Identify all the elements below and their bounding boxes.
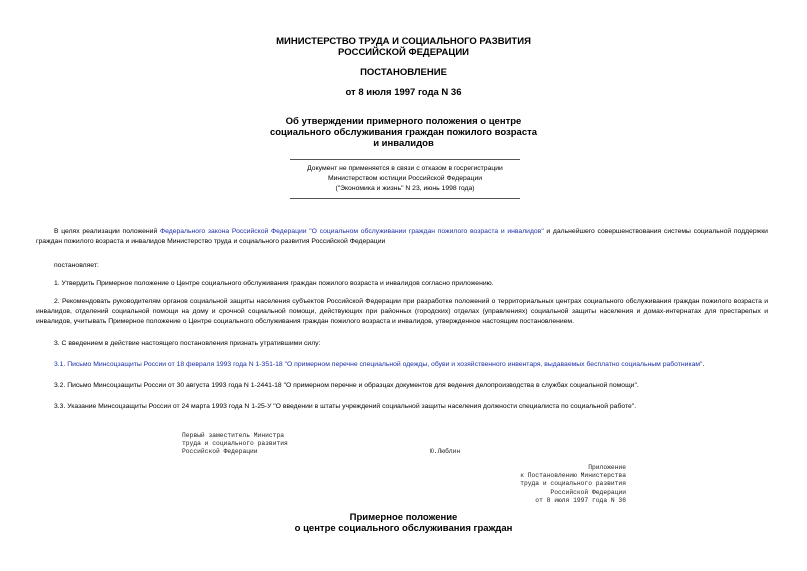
- document-title: [0, 116, 807, 149]
- doc-date: от 8 июля 1997 года N 36: [345, 87, 462, 98]
- ministry-line-2: РОССИЙСКОЙ ФЕДЕРАЦИИ: [337, 47, 469, 58]
- appendix-ref-line-2: к Постановлению Министерства: [520, 472, 626, 480]
- signatory-name: Ю.Люблин: [430, 448, 461, 455]
- paragraph-item-3: 3. С введением в действие настоящего постановления признать утратившими силу:: [54, 340, 321, 347]
- letter-3-1-link[interactable]: 3.1. Письмо Минсоцзащиты России от 18 февраля 1993 года N 1-351-18 "О примерном перечне специальной одежды, обуви и хозяйственного инвентаря, выдаваемых бесплатно социальным работникам": [54, 361, 703, 368]
- ministry-line-1: МИНИСТЕРСТВО ТРУДА И СОЦИАЛЬНОГО РАЗВИТИЯ: [276, 36, 531, 47]
- appendix-title-line-2: о центре социального обслуживания граждан: [294, 523, 513, 534]
- registration-notice: [290, 159, 520, 199]
- signature-line-3: Российской Федерации: [182, 448, 258, 456]
- paragraph-item-2: 2. Рекомендовать руководителям органов социальной защиты населения субъектов Российской Федерации при разработке положений о территориальных центрах социального обслуживания граждан пожилого возраста и инвалидов, отделений социальной помощи на дому и срочной социальной помощи, действующих при районных (городских) отделах (управлениях) социальной защиты населения и домах-интернатах для престарелых и инвалидов, учитывать Примерное положение о Центре социального обслуживания граждан пожилого возраста и инвалидов, утвержденное настоящим постановлением.: [36, 298, 768, 325]
- appendix-ref-line-1: Приложение: [588, 464, 626, 471]
- preamble-text-cont: и дальнейшего совершенствования системы социальной поддержки граждан пожилого возраста и инвалидов Министерство труда и социального развития Российской Федерации: [36, 228, 768, 245]
- appendix-title-line-1: Примерное положение: [349, 512, 458, 523]
- notice-line-1: Документ не применяется в связи с отказом в госрегистрации: [307, 165, 503, 172]
- title-line-2: социального обслуживания граждан пожилого возраста: [269, 127, 538, 138]
- paragraph-item-1: 1. Утвердить Примерное положение о Центре социального обслуживания граждан пожилого возраста и инвалидов согласно приложению.: [54, 280, 494, 287]
- ministry-header: [0, 36, 807, 58]
- signature-block: [182, 432, 288, 457]
- signature-line-1: Первый заместитель Министра: [182, 432, 285, 439]
- appendix-ref-line-3: труда и социального развития: [520, 480, 626, 488]
- preamble-text: В целях реализации положений: [54, 228, 160, 235]
- notice-line-2: Министерством юстиции Российской Федерации: [327, 175, 483, 182]
- signature-line-2: труда и социального развития: [182, 440, 288, 448]
- appendix-title: [0, 512, 807, 534]
- title-line-1: Об утверждении примерного положения о центре: [285, 116, 522, 127]
- notice-line-3: ("Экономика и жизнь" N 23, июнь 1998 года): [335, 185, 475, 192]
- paragraph-resolves: постановляет:: [54, 262, 99, 269]
- letter-3-1-period: .: [702, 361, 705, 368]
- federal-law-link[interactable]: Федерального закона Российской Федерации "О социальном обслуживании граждан пожилого возраста и инвалидов": [159, 228, 544, 235]
- title-line-3: и инвалидов: [373, 138, 434, 149]
- appendix-ref-line-5: от 8 июля 1997 года N 36: [535, 496, 626, 504]
- paragraph-item-3-1: [54, 360, 768, 370]
- appendix-reference: [426, 464, 626, 505]
- paragraph-item-3-3: 3.3. Указание Минсоцзащиты России от 24 марта 1993 года N 1-25-У "О введении в штаты учреждений социальной защиты населения должности специалиста по социальной работе".: [54, 403, 637, 410]
- paragraph-item-3-2: 3.2. Письмо Минсоцзащиты России от 30 августа 1993 года N 1-2441-18 "О примерном перечне и образцах документов для ведения делопроизводства в службах социальной помощи".: [54, 382, 639, 389]
- paragraph-preamble: [36, 227, 768, 247]
- doc-type: ПОСТАНОВЛЕНИЕ: [360, 67, 447, 78]
- appendix-ref-line-4: Российской Федерации: [550, 488, 626, 496]
